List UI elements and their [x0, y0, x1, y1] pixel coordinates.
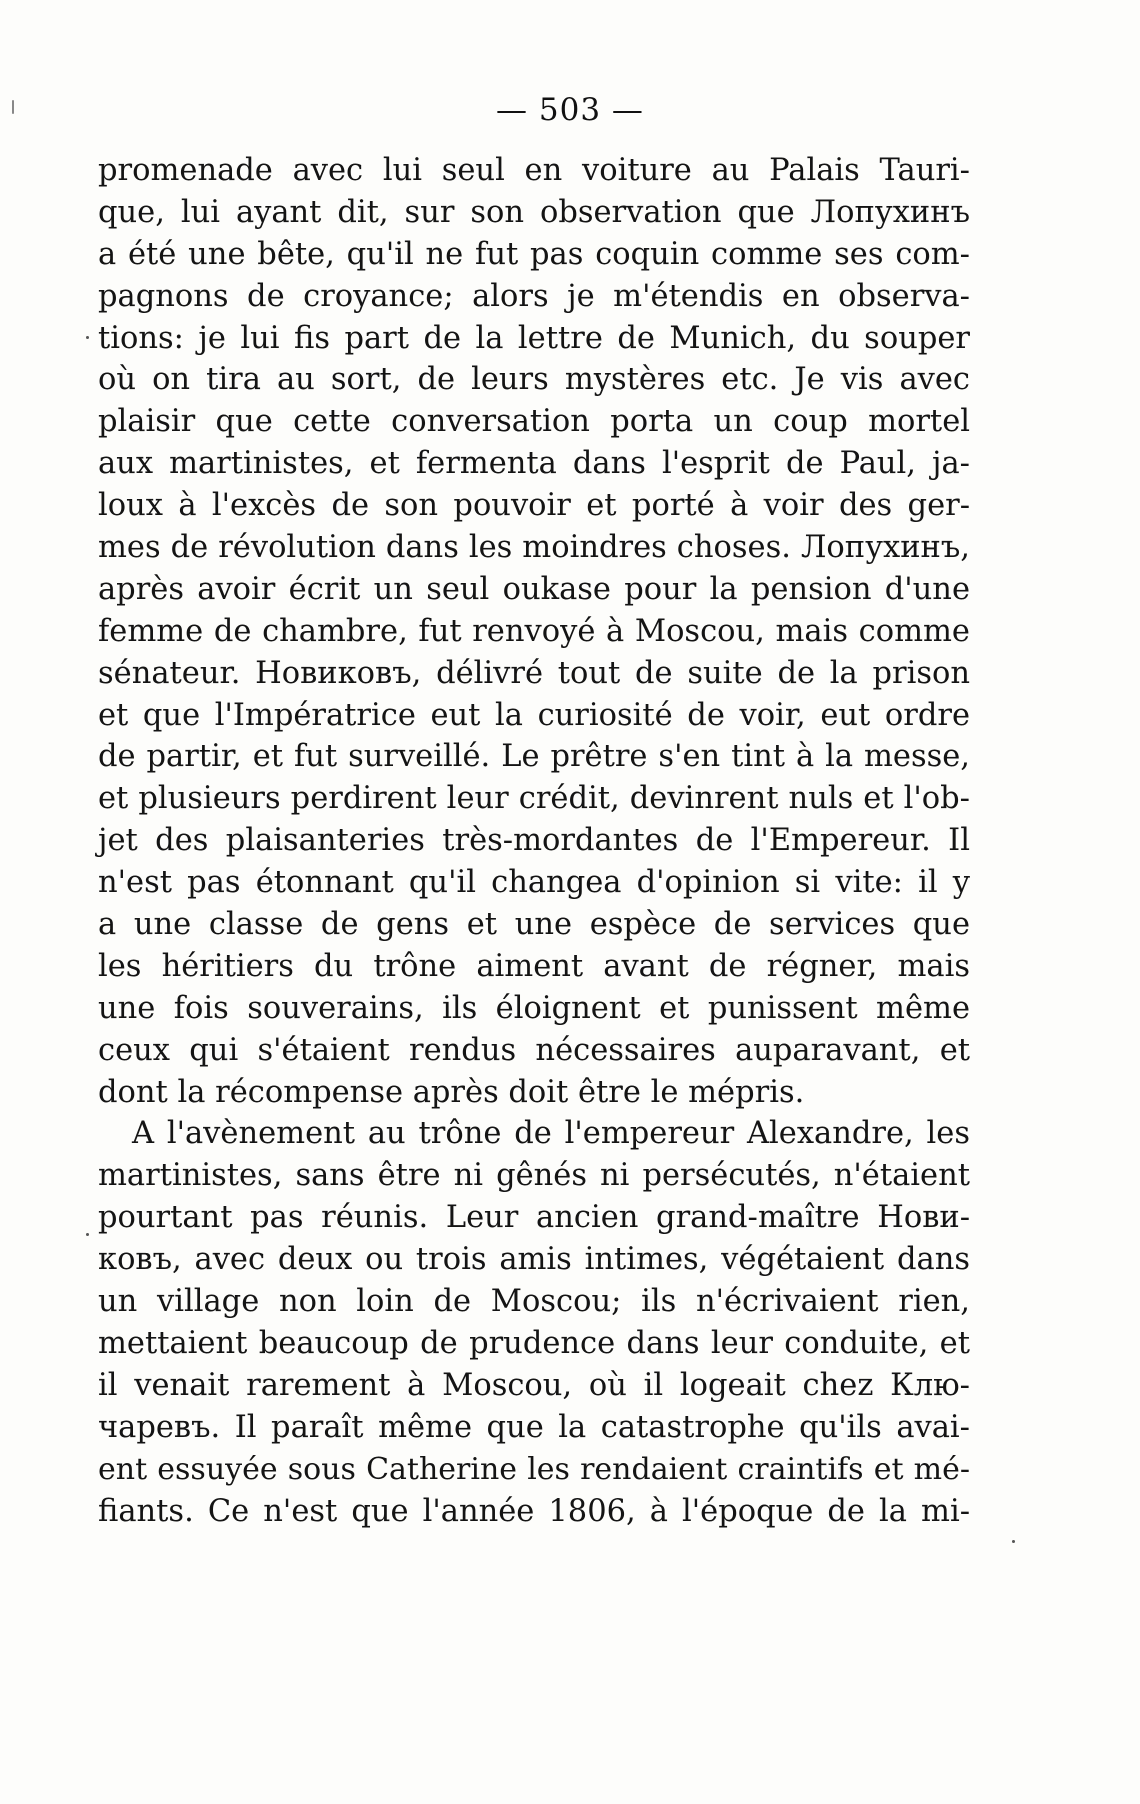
scan-speck [12, 100, 14, 114]
text-line: pourtant pas réunis. Leur ancien grand-maître Нови- [98, 1200, 970, 1236]
text-line: les héritiers du trône aiment avant de régner, mais [98, 948, 970, 984]
scan-speck [1012, 1540, 1015, 1543]
scan-speck [86, 336, 89, 339]
text-line: une fois souverains, ils éloignent et punissent même [98, 990, 970, 1026]
text-line: a été une bête, qu'il ne fut pas coquin comme ses com- [98, 236, 970, 272]
page-number: — 503 — [496, 92, 644, 128]
text-line: loux à l'excès de son pouvoir et porté à voir des ger- [98, 488, 970, 524]
body-text [98, 150, 970, 1532]
text-line: fiants. Ce n'est que l'année 1806, à l'époque de la mi- [98, 1493, 970, 1529]
text-line: ceux qui s'étaient rendus nécessaires auparavant, et [98, 1032, 970, 1068]
text-line: jet des plaisanteries très-mordantes de l'Empereur. Il [98, 823, 970, 859]
text-line: ent essuyée sous Catherine les rendaient craintifs et mé- [98, 1451, 970, 1487]
text-line: sénateur. Новиковъ, délivré tout de suite de la prison [98, 655, 970, 691]
text-line: чаревъ. Il paraît même que la catastrophe qu'ils avai- [98, 1409, 970, 1445]
text-line: et que l'Impératrice eut la curiosité de voir, eut ordre [98, 697, 970, 733]
text-line: n'est pas étonnant qu'il changea d'opinion si vite: il y [98, 865, 970, 901]
text-line: promenade avec lui seul en voiture au Palais Tauri- [98, 153, 970, 188]
text-line: il venait rarement à Moscou, où il logeait chez Клю- [98, 1367, 970, 1403]
text-line: aux martinistes, et fermenta dans l'esprit de Paul, ja- [98, 446, 970, 482]
text-line: et plusieurs perdirent leur crédit, devinrent nuls et l'ob- [98, 781, 970, 817]
text-line: où on tira au sort, de leurs mystères etc. Je vis avec [98, 362, 970, 398]
text-line: mes de révolution dans les moindres choses. Лопухинъ, [98, 530, 970, 566]
scan-speck [86, 1233, 89, 1236]
text-line: que, lui ayant dit, sur son observation que Лопухинъ [98, 194, 970, 230]
text-line: de partir, et fut surveillé. Le prêtre s'en tint à la messe, [98, 739, 970, 775]
text-line: mettaient beaucoup de prudence dans leur conduite, et [98, 1325, 970, 1361]
text-line: a une classe de gens et une espèce de services que [98, 907, 970, 943]
text-line: ковъ, avec deux ou trois amis intimes, végétaient dans [98, 1242, 970, 1278]
text-line: plaisir que cette conversation porta un coup mortel [98, 404, 970, 440]
text-line: pagnons de croyance; alors je m'étendis en observa- [98, 278, 970, 314]
text-line: un village non loin de Moscou; ils n'écrivaient rien, [98, 1284, 970, 1320]
text-line: femme de chambre, fut renvoyé à Moscou, mais comme [98, 613, 970, 649]
text-line: dont la récompense après doit être le mépris. [98, 1074, 805, 1110]
text-line: tions: je lui fis part de la lettre de Munich, du souper [98, 320, 970, 356]
text-line: après avoir écrit un seul oukase pour la pension d'une [98, 571, 970, 607]
text-line: martinistes, sans être ni gênés ni persécutés, n'étaient [98, 1158, 970, 1194]
text-line: A l'avènement au trône de l'empereur Alexandre, les [132, 1116, 970, 1152]
